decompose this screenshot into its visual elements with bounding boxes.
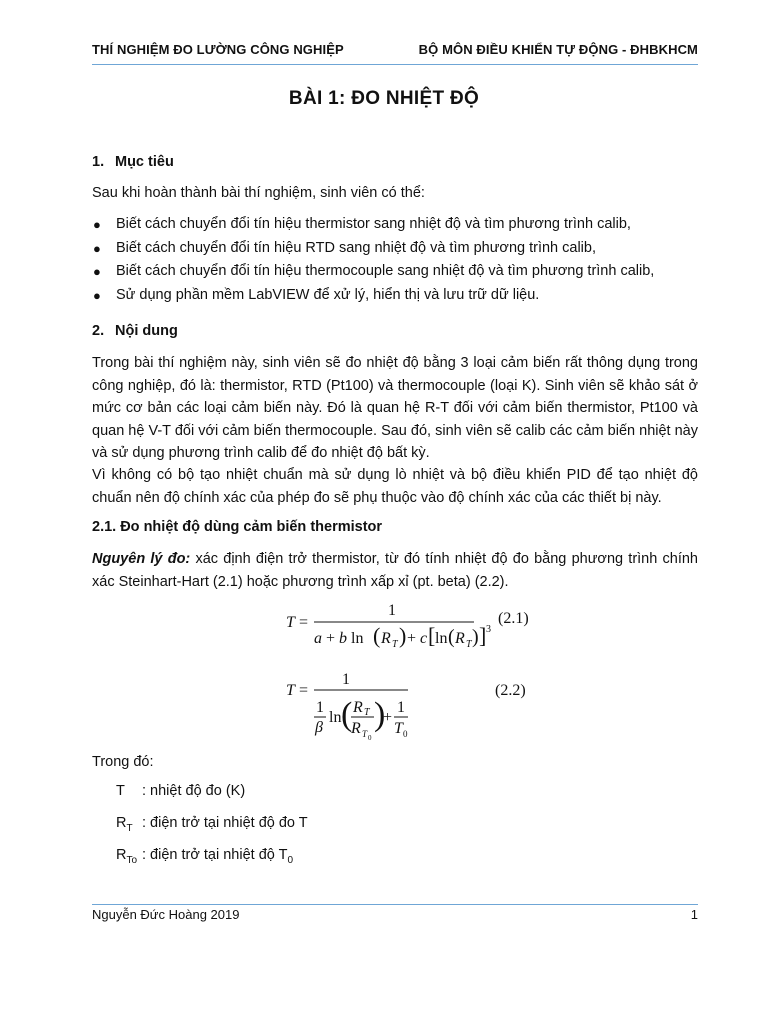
svg-text:(: (	[373, 623, 381, 648]
section-number: 1.	[92, 154, 105, 170]
svg-text:T: T	[394, 720, 403, 737]
svg-text:0: 0	[368, 734, 372, 742]
svg-text:1: 1	[388, 602, 396, 619]
list-item-text: Biết cách chuyển đổi tín hiệu RTD sang nhiệt độ và tìm phương trình calib,	[116, 239, 596, 256]
equation-steinhart-hart	[270, 598, 600, 658]
svg-text:): )	[374, 696, 386, 733]
svg-text:R: R	[351, 720, 361, 737]
svg-text:R: R	[455, 630, 465, 647]
svg-text:a + b ln: a + b ln	[314, 630, 364, 647]
equation-label: (2.1)	[498, 610, 529, 627]
list-item-text: Biết cách chuyển đổi tín hiệu thermistor sang nhiệt độ và tìm phương trình calib,	[116, 216, 631, 232]
definition-symbol: $R_T$	[116, 815, 133, 834]
svg-text:+: +	[383, 709, 393, 726]
definition-symbol: T	[116, 783, 125, 799]
list-item	[92, 260, 654, 284]
svg-text:): )	[399, 623, 407, 648]
svg-text:T: T	[466, 639, 472, 650]
section1-intro: Sau khi hoàn thành bài thí nghiệm, sinh viên có thể:	[92, 185, 425, 201]
svg-text:R: R	[353, 699, 363, 716]
svg-text:c: c	[420, 630, 428, 647]
principle-lead: Nguyên lý đo:	[92, 551, 191, 567]
principle-text: xác định điện trở thermistor, từ đó tính nhiệt độ đo bằng phương trình chính xác Steinhart-Hart (2.1) hoặc phương trình xấp xỉ (pt. beta) (2.2).	[92, 551, 698, 590]
svg-text:ln: ln	[329, 709, 342, 726]
list-item	[92, 213, 654, 237]
definition-symbol: $R_{To}$	[116, 847, 138, 866]
definition-text: : nhiệt độ đo (K)	[142, 783, 246, 799]
list-item-text: Biết cách chuyển đổi tín hiệu thermocouple sang nhiệt độ và tìm phương trình calib,	[116, 263, 655, 279]
svg-text:ln: ln	[435, 630, 448, 647]
bullet-icon: ●	[93, 287, 101, 303]
equation-label: (2.2)	[495, 682, 526, 699]
principle-paragraph	[92, 548, 698, 593]
svg-text:3: 3	[486, 624, 491, 635]
section-number: 2.	[92, 323, 105, 339]
svg-text:T: T	[364, 707, 370, 718]
svg-text:T: T	[286, 682, 295, 699]
definition-text: : điện trở tại nhiệt độ T	[142, 847, 288, 863]
svg-text:1: 1	[342, 671, 350, 688]
svg-text:=: =	[299, 682, 309, 699]
bullet-icon: ●	[93, 240, 101, 256]
header-left: THÍ NGHIỆM ĐO LƯỜNG CÔNG NGHIỆP	[92, 42, 344, 57]
definition-row	[116, 815, 308, 834]
footer-divider	[92, 904, 698, 905]
objective-list	[92, 213, 654, 307]
list-item-text: Sử dụng phần mềm LabVIEW để xử lý, hiển thị và lưu trữ dữ liệu.	[116, 286, 540, 303]
svg-text:1: 1	[316, 699, 324, 716]
bullet-icon: ●	[93, 217, 101, 232]
list-item	[92, 237, 654, 261]
svg-text:β: β	[315, 719, 323, 736]
svg-text:=: =	[299, 614, 309, 631]
svg-text:]: ]	[479, 623, 487, 648]
where-label: Trong đó:	[92, 754, 154, 770]
section2-paragraph-2: Vì không có bộ tạo nhiệt chuẩn mà sử dụng lò nhiệt và bộ điều khiển PID để tạo nhiệt độ chuẩn nên độ chính xác của phép đo sẽ phụ thuộc vào độ chính xác của các thiết bị này.	[92, 467, 698, 506]
page-number: 1	[690, 907, 698, 922]
page-title: BÀI 1: ĐO NHIỆT ĐỘ	[288, 88, 480, 109]
svg-text:): )	[472, 626, 479, 648]
svg-text:(: (	[341, 696, 353, 733]
header-divider	[92, 64, 698, 65]
header-right: BỘ MÔN ĐIỀU KHIỂN TỰ ĐỘNG - ĐHBKHCM	[418, 42, 698, 57]
svg-text:+: +	[407, 630, 417, 647]
definition-row	[116, 783, 245, 799]
page-header	[92, 42, 698, 57]
page-footer	[92, 907, 698, 922]
svg-text:0: 0	[403, 729, 408, 739]
definition-text: : điện trở tại nhiệt độ đo T	[142, 815, 308, 831]
list-item	[92, 284, 654, 308]
equation-beta	[270, 668, 600, 744]
section-heading-1	[92, 154, 174, 170]
section-title: Nội dung	[115, 323, 178, 339]
svg-text:T: T	[362, 729, 368, 739]
section-heading-2	[92, 323, 178, 339]
section2-paragraph-1: Trong bài thí nghiệm này, sinh viên sẽ đo nhiệt độ bằng 3 loại cảm biến rất thông dụng trong công nghiệp, đó là: thermistor, RTD (Pt100) và thermocouple (loại K). Sinh viên sẽ khảo sát ở mức cơ bản các loại cảm biến này. Đó là quan hệ R-T đối với cảm biến thermistor, Pt100 và quan hệ V-T đối với cảm biến thermocouple. Sau đó, sinh viên sẽ calib các cảm biến nhiệt này và sử dụng phương trình calib để đo nhiệt độ bất kỳ.	[92, 355, 698, 461]
svg-text:1: 1	[397, 699, 405, 716]
svg-text:T: T	[392, 639, 398, 650]
section-title: Mục tiêu	[115, 154, 174, 170]
svg-text:[: [	[428, 623, 436, 648]
subsection-heading: 2.1. Đo nhiệt độ dùng cảm biến thermistor	[92, 519, 383, 535]
svg-text:R: R	[381, 630, 391, 647]
svg-text:T: T	[286, 614, 295, 631]
bullet-icon: ●	[93, 264, 101, 279]
svg-text:(: (	[448, 626, 455, 648]
footer-author: Nguyễn Đức Hoàng 2019	[92, 907, 240, 922]
definition-row: $R_{To}$ : điện trở tại nhiệt độ $T_0$	[116, 847, 294, 866]
